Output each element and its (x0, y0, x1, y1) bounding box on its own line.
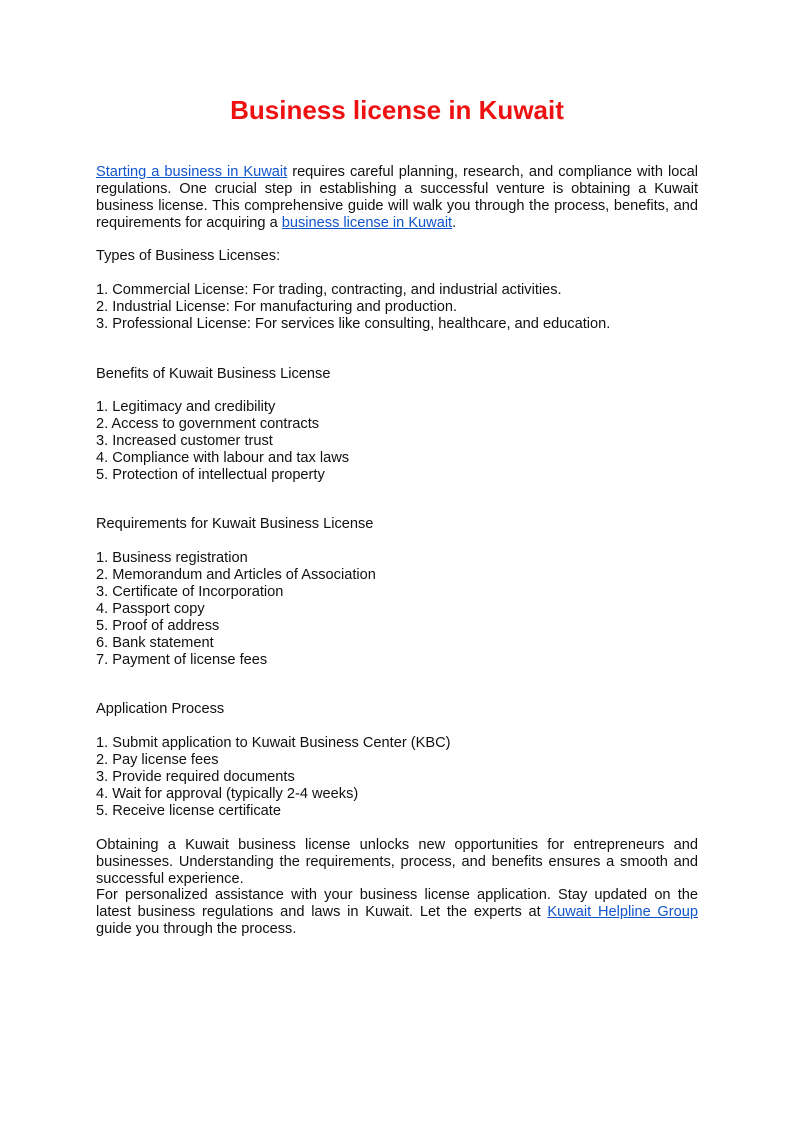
list-item: 4. Wait for approval (typically 2-4 weeks) (96, 786, 359, 802)
intro-text-end: . (452, 215, 457, 231)
list-item: 1. Submit application to Kuwait Business Center (KBC) (96, 735, 451, 751)
list-item: 2. Pay license fees (96, 752, 219, 768)
list-item: 1. Commercial License: For trading, contracting, and industrial activities. (96, 282, 562, 298)
benefits-heading: Benefits of Kuwait Business License (96, 366, 331, 382)
process-list (96, 735, 698, 820)
list-item: 7. Payment of license fees (96, 652, 268, 668)
requirements-heading: Requirements for Kuwait Business License (96, 516, 374, 532)
types-heading: Types of Business Licenses: (96, 248, 281, 264)
list-item: 5. Proof of address (96, 618, 220, 634)
intro-paragraph (96, 164, 698, 232)
kuwait-helpline-link[interactable]: Kuwait Helpline Group (547, 904, 698, 920)
list-item: 6. Bank statement (96, 635, 214, 651)
list-item: 5. Receive license certificate (96, 803, 281, 819)
business-license-link[interactable]: business license in Kuwait (281, 215, 453, 231)
intro-text: requires careful planning, research, and compliance with local regulations. One crucial step in establishing a successful venture is obtaining a Kuwait business license. This comprehensive guide will walk you through the process, benefits, and requirements for acquiring a (96, 164, 698, 231)
page-title: Business license in Kuwait (230, 95, 564, 125)
list-item: 1. Business registration (96, 550, 248, 566)
closing-paragraph: Obtaining a Kuwait business license unlocks new opportunities for entrepreneurs and businesses. Understanding the requirements, process, and benefits ensures a smooth and successful experience. (96, 837, 698, 887)
assistance-text-end: guide you through the process. (96, 921, 297, 937)
list-item: 3. Increased customer trust (96, 433, 273, 449)
list-item: 3. Provide required documents (96, 769, 295, 785)
list-item: 2. Industrial License: For manufacturing and production. (96, 299, 457, 315)
list-item: 2. Access to government contracts (96, 416, 320, 432)
process-heading: Application Process (96, 701, 225, 717)
list-item: 3. Certificate of Incorporation (96, 584, 284, 600)
list-item: 5. Protection of intellectual property (96, 467, 325, 483)
list-item: 1. Legitimacy and credibility (96, 399, 276, 415)
assistance-paragraph (96, 887, 698, 938)
types-list (96, 282, 698, 333)
list-item: 2. Memorandum and Articles of Association (96, 567, 376, 583)
starting-business-link[interactable]: Starting a business in Kuwait (96, 164, 288, 180)
list-item: 4. Passport copy (96, 601, 205, 617)
list-item: 3. Professional License: For services like consulting, healthcare, and education. (96, 316, 611, 332)
requirements-list (96, 550, 698, 669)
list-item: 4. Compliance with labour and tax laws (96, 450, 350, 466)
assistance-text: For personalized assistance with your business license application. Stay updated on the latest business regulations and laws in Kuwait. Let the experts at (96, 887, 698, 920)
benefits-list (96, 399, 698, 484)
